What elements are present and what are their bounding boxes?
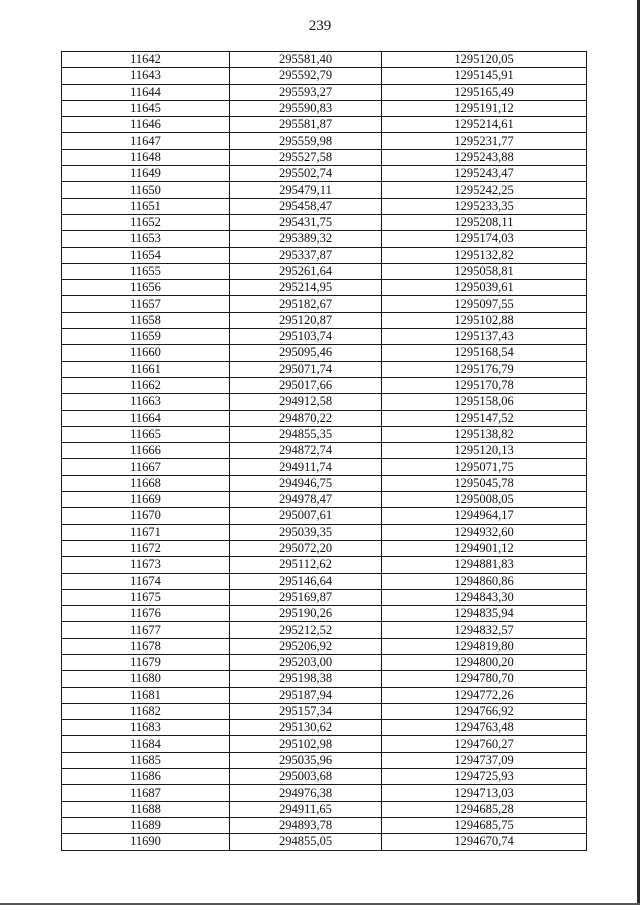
table-row (62, 801, 587, 817)
y-coordinate-cell: 1294819,80 (382, 638, 587, 654)
point-number-cell: 11679 (62, 654, 230, 670)
table-row (62, 198, 587, 214)
y-coordinate-cell: 1294760,27 (382, 736, 587, 752)
table-row (62, 68, 587, 84)
point-number-cell: 11651 (62, 198, 230, 214)
x-coordinate-cell: 295071,74 (230, 361, 382, 377)
y-coordinate-cell: 1295120,05 (382, 52, 587, 68)
point-number-cell: 11664 (62, 410, 230, 426)
x-coordinate-cell: 295007,61 (230, 508, 382, 524)
x-coordinate-cell: 295479,11 (230, 182, 382, 198)
x-coordinate-cell: 295559,98 (230, 133, 382, 149)
x-coordinate-cell: 295146,64 (230, 573, 382, 589)
point-number-cell: 11656 (62, 280, 230, 296)
point-number-cell: 11646 (62, 117, 230, 133)
y-coordinate-cell: 1294772,26 (382, 687, 587, 703)
point-number-cell: 11663 (62, 394, 230, 410)
table-row (62, 426, 587, 442)
point-number-cell: 11680 (62, 671, 230, 687)
point-number-cell: 11662 (62, 377, 230, 393)
x-coordinate-cell: 295458,47 (230, 198, 382, 214)
point-number-cell: 11669 (62, 492, 230, 508)
point-number-cell: 11681 (62, 687, 230, 703)
y-coordinate-cell: 1295242,25 (382, 182, 587, 198)
x-coordinate-cell: 295590,83 (230, 100, 382, 116)
x-coordinate-cell: 295003,68 (230, 769, 382, 785)
point-number-cell: 11645 (62, 100, 230, 116)
y-coordinate-cell: 1294800,20 (382, 654, 587, 670)
y-coordinate-cell: 1294763,48 (382, 720, 587, 736)
y-coordinate-cell: 1295208,11 (382, 214, 587, 230)
y-coordinate-cell: 1295231,77 (382, 133, 587, 149)
y-coordinate-cell: 1294685,28 (382, 801, 587, 817)
y-coordinate-cell: 1295174,03 (382, 231, 587, 247)
table-row (62, 84, 587, 100)
y-coordinate-cell: 1295168,54 (382, 345, 587, 361)
table-row (62, 589, 587, 605)
x-coordinate-cell: 294976,38 (230, 785, 382, 801)
x-coordinate-cell: 294870,22 (230, 410, 382, 426)
x-coordinate-cell: 294911,65 (230, 801, 382, 817)
y-coordinate-cell: 1295233,35 (382, 198, 587, 214)
table-row (62, 377, 587, 393)
x-coordinate-cell: 295095,46 (230, 345, 382, 361)
x-coordinate-cell: 295039,35 (230, 524, 382, 540)
y-coordinate-cell: 1295243,88 (382, 149, 587, 165)
table-row (62, 557, 587, 573)
table-row (62, 638, 587, 654)
point-number-cell: 11675 (62, 589, 230, 605)
table-row (62, 263, 587, 279)
point-number-cell: 11672 (62, 540, 230, 556)
point-number-cell: 11658 (62, 312, 230, 328)
x-coordinate-cell: 294855,35 (230, 426, 382, 442)
table-row (62, 703, 587, 719)
x-coordinate-cell: 295102,98 (230, 736, 382, 752)
table-row (62, 182, 587, 198)
table-row (62, 117, 587, 133)
y-coordinate-cell: 1294780,70 (382, 671, 587, 687)
x-coordinate-cell: 295182,67 (230, 296, 382, 312)
point-number-cell: 11647 (62, 133, 230, 149)
table-row (62, 785, 587, 801)
x-coordinate-cell: 294912,58 (230, 394, 382, 410)
point-number-cell: 11643 (62, 68, 230, 84)
y-coordinate-cell: 1294725,93 (382, 769, 587, 785)
table-row (62, 133, 587, 149)
table-row (62, 736, 587, 752)
point-number-cell: 11685 (62, 752, 230, 768)
point-number-cell: 11684 (62, 736, 230, 752)
point-number-cell: 11654 (62, 247, 230, 263)
point-number-cell: 11683 (62, 720, 230, 736)
y-coordinate-cell: 1294835,94 (382, 606, 587, 622)
table-row (62, 769, 587, 785)
table-row (62, 410, 587, 426)
y-coordinate-cell: 1295008,05 (382, 492, 587, 508)
table-row (62, 149, 587, 165)
y-coordinate-cell: 1295058,81 (382, 263, 587, 279)
table-row (62, 622, 587, 638)
y-coordinate-cell: 1295045,78 (382, 475, 587, 491)
table-row (62, 475, 587, 491)
table-row (62, 214, 587, 230)
x-coordinate-cell: 295190,26 (230, 606, 382, 622)
x-coordinate-cell: 294911,74 (230, 459, 382, 475)
point-number-cell: 11668 (62, 475, 230, 491)
y-coordinate-cell: 1294860,86 (382, 573, 587, 589)
table-row (62, 524, 587, 540)
coordinates-table (61, 51, 587, 851)
x-coordinate-cell: 295198,38 (230, 671, 382, 687)
y-coordinate-cell: 1294670,74 (382, 834, 587, 850)
table-row (62, 345, 587, 361)
point-number-cell: 11642 (62, 52, 230, 68)
y-coordinate-cell: 1295097,55 (382, 296, 587, 312)
y-coordinate-cell: 1294832,57 (382, 622, 587, 638)
page-number: 239 (308, 18, 332, 34)
point-number-cell: 11676 (62, 606, 230, 622)
table-row (62, 573, 587, 589)
x-coordinate-cell: 294872,74 (230, 443, 382, 459)
y-coordinate-cell: 1294766,92 (382, 703, 587, 719)
y-coordinate-cell: 1294901,12 (382, 540, 587, 556)
y-coordinate-cell: 1295120,13 (382, 443, 587, 459)
point-number-cell: 11666 (62, 443, 230, 459)
y-coordinate-cell: 1295145,91 (382, 68, 587, 84)
point-number-cell: 11671 (62, 524, 230, 540)
point-number-cell: 11682 (62, 703, 230, 719)
point-number-cell: 11688 (62, 801, 230, 817)
point-number-cell: 11648 (62, 149, 230, 165)
y-coordinate-cell: 1294843,30 (382, 589, 587, 605)
point-number-cell: 11665 (62, 426, 230, 442)
y-coordinate-cell: 1294713,03 (382, 785, 587, 801)
table-row (62, 606, 587, 622)
point-number-cell: 11673 (62, 557, 230, 573)
table-row (62, 443, 587, 459)
table-row (62, 834, 587, 850)
point-number-cell: 11670 (62, 508, 230, 524)
table-row (62, 720, 587, 736)
table-row (62, 671, 587, 687)
y-coordinate-cell: 1295243,47 (382, 166, 587, 182)
table-row (62, 540, 587, 556)
y-coordinate-cell: 1294964,17 (382, 508, 587, 524)
x-coordinate-cell: 295120,87 (230, 312, 382, 328)
x-coordinate-cell: 294978,47 (230, 492, 382, 508)
x-coordinate-cell: 295169,87 (230, 589, 382, 605)
x-coordinate-cell: 295035,96 (230, 752, 382, 768)
table-row (62, 817, 587, 833)
table-row (62, 280, 587, 296)
x-coordinate-cell: 295212,52 (230, 622, 382, 638)
table-row (62, 100, 587, 116)
x-coordinate-cell: 295581,40 (230, 52, 382, 68)
point-number-cell: 11661 (62, 361, 230, 377)
point-number-cell: 11659 (62, 329, 230, 345)
x-coordinate-cell: 294946,75 (230, 475, 382, 491)
table-row (62, 312, 587, 328)
y-coordinate-cell: 1295165,49 (382, 84, 587, 100)
x-coordinate-cell: 295203,00 (230, 654, 382, 670)
point-number-cell: 11678 (62, 638, 230, 654)
point-number-cell: 11650 (62, 182, 230, 198)
y-coordinate-cell: 1295071,75 (382, 459, 587, 475)
point-number-cell: 11674 (62, 573, 230, 589)
x-coordinate-cell: 295103,74 (230, 329, 382, 345)
table-row (62, 492, 587, 508)
x-coordinate-cell: 295214,95 (230, 280, 382, 296)
y-coordinate-cell: 1295158,06 (382, 394, 587, 410)
point-number-cell: 11657 (62, 296, 230, 312)
x-coordinate-cell: 295581,87 (230, 117, 382, 133)
y-coordinate-cell: 1295214,61 (382, 117, 587, 133)
y-coordinate-cell: 1295147,52 (382, 410, 587, 426)
table-row (62, 687, 587, 703)
x-coordinate-cell: 294855,05 (230, 834, 382, 850)
y-coordinate-cell: 1295137,43 (382, 329, 587, 345)
point-number-cell: 11644 (62, 84, 230, 100)
point-number-cell: 11653 (62, 231, 230, 247)
table-row (62, 394, 587, 410)
x-coordinate-cell: 295592,79 (230, 68, 382, 84)
table-row (62, 231, 587, 247)
point-number-cell: 11660 (62, 345, 230, 361)
x-coordinate-cell: 295502,74 (230, 166, 382, 182)
y-coordinate-cell: 1294932,60 (382, 524, 587, 540)
y-coordinate-cell: 1295176,79 (382, 361, 587, 377)
x-coordinate-cell: 295112,62 (230, 557, 382, 573)
x-coordinate-cell: 295157,34 (230, 703, 382, 719)
table-row (62, 654, 587, 670)
x-coordinate-cell: 294893,78 (230, 817, 382, 833)
coordinates-table-body (62, 52, 587, 851)
y-coordinate-cell: 1294881,83 (382, 557, 587, 573)
y-coordinate-cell: 1295132,82 (382, 247, 587, 263)
table-row (62, 361, 587, 377)
point-number-cell: 11686 (62, 769, 230, 785)
x-coordinate-cell: 295527,58 (230, 149, 382, 165)
table-row (62, 296, 587, 312)
x-coordinate-cell: 295130,62 (230, 720, 382, 736)
y-coordinate-cell: 1295039,61 (382, 280, 587, 296)
x-coordinate-cell: 295431,75 (230, 214, 382, 230)
x-coordinate-cell: 295017,66 (230, 377, 382, 393)
y-coordinate-cell: 1295191,12 (382, 100, 587, 116)
table-row (62, 459, 587, 475)
point-number-cell: 11649 (62, 166, 230, 182)
point-number-cell: 11677 (62, 622, 230, 638)
table-row (62, 329, 587, 345)
point-number-cell: 11655 (62, 263, 230, 279)
point-number-cell: 11667 (62, 459, 230, 475)
x-coordinate-cell: 295206,92 (230, 638, 382, 654)
table-row (62, 247, 587, 263)
y-coordinate-cell: 1295102,88 (382, 312, 587, 328)
point-number-cell: 11652 (62, 214, 230, 230)
table-row (62, 166, 587, 182)
x-coordinate-cell: 295389,32 (230, 231, 382, 247)
point-number-cell: 11687 (62, 785, 230, 801)
x-coordinate-cell: 295072,20 (230, 540, 382, 556)
y-coordinate-cell: 1294737,09 (382, 752, 587, 768)
point-number-cell: 11689 (62, 817, 230, 833)
y-coordinate-cell: 1294685,75 (382, 817, 587, 833)
x-coordinate-cell: 295337,87 (230, 247, 382, 263)
point-number-cell: 11690 (62, 834, 230, 850)
y-coordinate-cell: 1295170,78 (382, 377, 587, 393)
table-row (62, 52, 587, 68)
x-coordinate-cell: 295187,94 (230, 687, 382, 703)
x-coordinate-cell: 295593,27 (230, 84, 382, 100)
table-row (62, 752, 587, 768)
y-coordinate-cell: 1295138,82 (382, 426, 587, 442)
table-row (62, 508, 587, 524)
x-coordinate-cell: 295261,64 (230, 263, 382, 279)
